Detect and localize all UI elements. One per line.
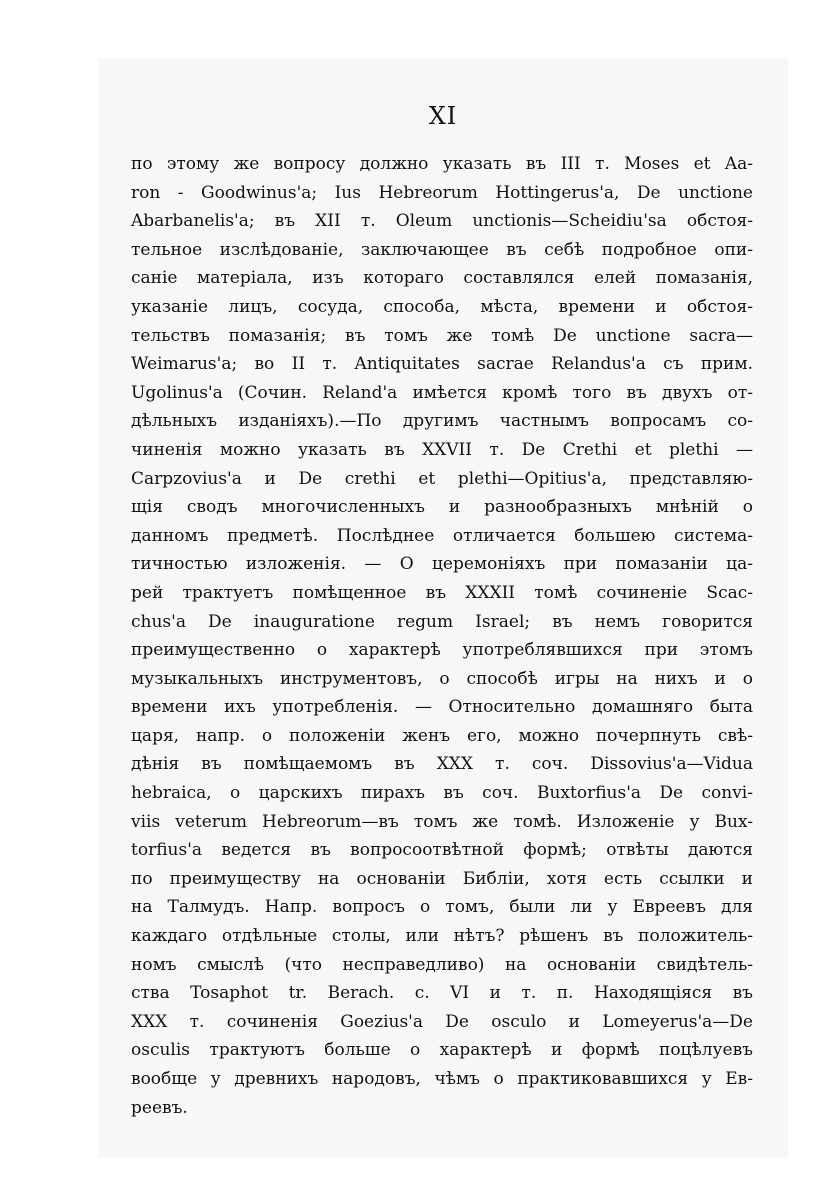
text-line: XXX т. сочиненія Goezius'a De osculo и Lomeyerus'a—De: [131, 1011, 753, 1032]
text-line: по этому же вопросу должно указать въ III т. Moses et Aa-: [131, 154, 753, 174]
text-line: вообще у древнихъ народовъ, чѣмъ о практиковавшихся у Ев-: [131, 1069, 753, 1089]
text-line: щія сводъ многочисленныхъ и разнообразныхъ мнѣній о: [131, 497, 753, 518]
text-line: дѣльныхъ изданіяхъ).—По другимъ частнымъ вопросамъ со-: [131, 411, 753, 432]
text-line: саніе матеріала, изъ котораго составлялся елей помазанія,: [131, 268, 753, 289]
text-line: chus'a De inauguratione regum Israel; въ немъ говорится: [131, 611, 753, 632]
book-page: [98, 58, 788, 1158]
text-line: времени ихъ употребленія. — Относительно домашняго быта: [131, 697, 753, 718]
text-line: Weimarus'a; во II т. Antiquitates sacrae Relandus'a съ прим.: [131, 354, 753, 375]
text-line: преимущественно о характерѣ употреблявшихся при этомъ: [131, 640, 753, 661]
text-line: osculis трактуютъ больше о характерѣ и формѣ поцѣлуевъ: [131, 1040, 753, 1061]
page-number: XI: [428, 102, 458, 130]
text-line: hebraica, о царскихъ пирахъ въ соч. Buxtorfius'a De convi-: [131, 783, 753, 804]
text-line: реевъ.: [131, 1097, 188, 1118]
text-line: по преимуществу на основаніи Библіи, хотя есть ссылки и: [131, 868, 753, 889]
text-line: Ugolinus'a (Сочин. Reland'a имѣется кромѣ того въ двухъ от-: [131, 382, 753, 403]
text-line: каждаго отдѣльные столы, или нѣтъ? рѣшенъ въ положитель-: [131, 926, 753, 947]
text-line: тичностью изложенія. — О церемоніяхъ при помазаніи ца-: [131, 554, 753, 575]
text-line: ron - Goodwinus'a; Ius Hebreorum Hottingerus'a, De unctione: [131, 182, 753, 203]
text-line: тельное изслѣдованіе, заключающее въ себѣ подробное опи-: [131, 239, 753, 260]
text-line: музыкальныхъ инструментовъ, о способѣ игры на нихъ и о: [131, 668, 753, 689]
text-line: чиненія можно указать въ XXVII т. De Crethi et plethi —: [131, 439, 753, 460]
text-line: Abarbanelis'a; въ XII т. Oleum unctionis—Scheidiu'sa обстоя-: [131, 211, 753, 232]
text-line: тельствъ помазанія; въ томъ же томѣ De unctione sacra—: [131, 325, 753, 346]
text-line: царя, напр. о положеніи женъ его, можно почерпнуть свѣ-: [131, 725, 753, 746]
text-line: номъ смыслѣ (что несправедливо) на основаніи свидѣтель-: [131, 954, 753, 975]
body-text: [131, 150, 753, 1122]
text-line: viis veterum Hebreorum—въ томъ же томѣ. Изложеніе у Bux-: [131, 811, 753, 832]
text-line: Carpzovius'a и De crethi et plethi—Opitius'a, представляю-: [131, 468, 753, 489]
text-line: ства Tosaphot tr. Berach. c. VI и т. п. Находящіяся въ: [131, 983, 753, 1004]
text-line: рей трактуетъ помѣщенное въ XXXII томѣ сочиненіе Scac-: [131, 582, 753, 603]
text-line: указаніе лицъ, сосуда, способа, мѣста, времени и обстоя-: [131, 296, 753, 317]
text-line: дѣнія въ помѣщаемомъ въ XXX т. соч. Dissovius'a—Vidua: [131, 754, 753, 775]
text-line: torfius'a ведется въ вопросоотвѣтной формѣ; отвѣты даются: [131, 840, 753, 861]
text-line: данномъ предметѣ. Послѣднее отличается большею система-: [131, 525, 753, 546]
text-line: на Талмудъ. Напр. вопросъ о томъ, были ли у Евреевъ для: [131, 897, 753, 918]
